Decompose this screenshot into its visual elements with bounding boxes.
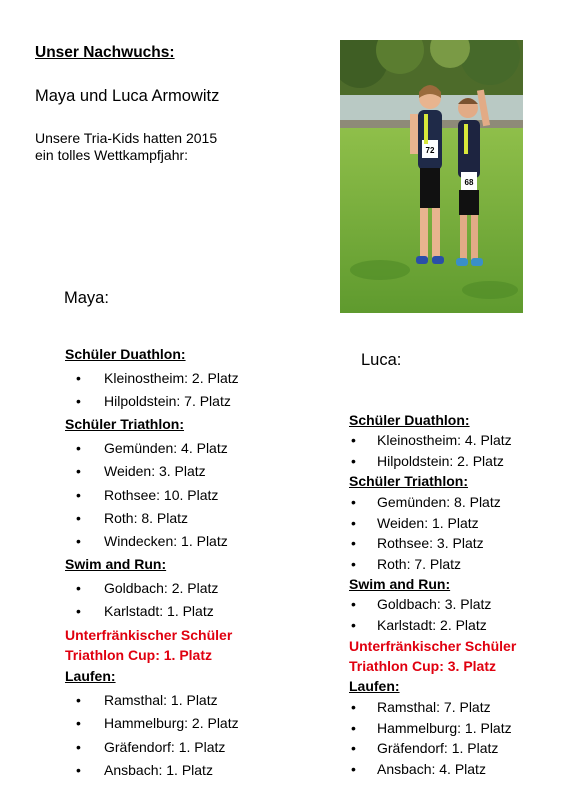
list-item: • Rothsee: 3. Platz xyxy=(349,533,569,554)
list-item: • Goldbach: 2. Platz xyxy=(65,577,295,600)
list-item: • Hammelburg: 2. Platz xyxy=(65,712,295,735)
intro-line: Unsere Tria-Kids hatten 2015 xyxy=(35,130,218,146)
list-item: • Ramsthal: 7. Platz xyxy=(349,697,569,718)
intro-text xyxy=(35,130,217,164)
kids-photo xyxy=(340,40,523,313)
list-item: • Goldbach: 3. Platz xyxy=(349,594,569,615)
list-item: • Roth: 7. Platz xyxy=(349,554,569,575)
page-title: Unser Nachwuchs: xyxy=(35,44,175,61)
list-item: • Weiden: 1. Platz xyxy=(349,513,569,534)
maya-label: Maya: xyxy=(64,289,109,307)
maya-laufen-list xyxy=(65,689,295,782)
list-item: • Ansbach: 1. Platz xyxy=(65,759,295,782)
list-item: • Kleinostheim: 4. Platz xyxy=(349,430,569,451)
luca-duathlon-title: Schüler Duathlon: xyxy=(349,412,470,428)
list-item: • Ansbach: 4. Platz xyxy=(349,759,569,780)
cup-line: Triathlon Cup: 3. Platz xyxy=(349,658,497,674)
luca-label: Luca: xyxy=(361,351,402,369)
maya-swimrun-title: Swim and Run: xyxy=(65,556,167,572)
intro-line: ein tolles Wettkampfjahr: xyxy=(35,147,189,163)
bib-number: 68 xyxy=(464,178,474,187)
luca-triathlon-title: Schüler Triathlon: xyxy=(349,473,469,489)
list-item: • Gemünden: 8. Platz xyxy=(349,492,569,513)
maya-duathlon-list xyxy=(65,367,295,414)
luca-duathlon-list xyxy=(349,430,569,471)
list-item: • Kleinostheim: 2. Platz xyxy=(65,367,295,390)
list-item: • Karlstadt: 2. Platz xyxy=(349,615,569,636)
list-item: • Gräfendorf: 1. Platz xyxy=(349,738,569,759)
cup-line: Unterfränkischer Schüler xyxy=(65,627,233,643)
list-item: • Hammelburg: 1. Platz xyxy=(349,718,569,739)
list-item: • Weiden: 3. Platz xyxy=(65,460,295,483)
list-item: • Gräfendorf: 1. Platz xyxy=(65,736,295,759)
list-item: • Karlstadt: 1. Platz xyxy=(65,600,295,623)
list-item: • Windecken: 1. Platz xyxy=(65,530,295,553)
list-item: • Ramsthal: 1. Platz xyxy=(65,689,295,712)
luca-laufen-list xyxy=(349,697,569,779)
list-item: • Rothsee: 10. Platz xyxy=(65,484,295,507)
list-item: • Roth: 8. Platz xyxy=(65,507,295,530)
list-item: • Hilpoldstein: 2. Platz xyxy=(349,451,569,472)
maya-triathlon-title: Schüler Triathlon: xyxy=(65,416,185,432)
luca-laufen-title: Laufen: xyxy=(349,678,400,694)
luca-triathlon-list xyxy=(349,492,569,574)
cup-line: Triathlon Cup: 1. Platz xyxy=(65,647,213,663)
list-item: • Gemünden: 4. Platz xyxy=(65,437,295,460)
cup-line: Unterfränkischer Schüler xyxy=(349,638,517,654)
maya-triathlon-list xyxy=(65,437,295,553)
maya-laufen-title: Laufen: xyxy=(65,668,116,684)
luca-cup-result xyxy=(349,636,516,676)
luca-swimrun-title: Swim and Run: xyxy=(349,576,451,592)
maya-duathlon-title: Schüler Duathlon: xyxy=(65,346,186,362)
luca-swimrun-list xyxy=(349,594,569,635)
kids-names: Maya und Luca Armowitz xyxy=(35,87,220,105)
list-item: • Hilpoldstein: 7. Platz xyxy=(65,390,295,413)
maya-cup-result xyxy=(65,625,232,665)
bib-number: 72 xyxy=(425,146,435,155)
maya-swimrun-list xyxy=(65,577,295,624)
